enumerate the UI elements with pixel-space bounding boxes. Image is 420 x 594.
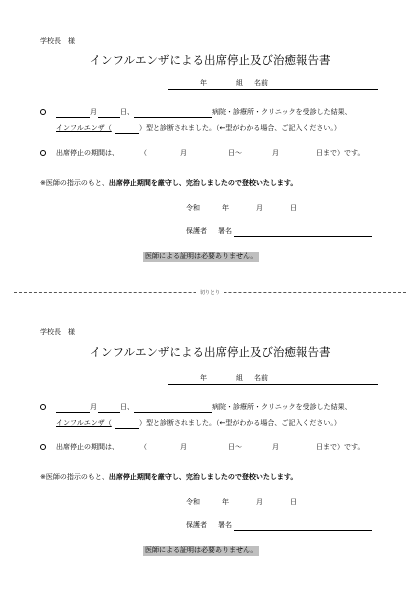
statement-prefix: ※医師の指示のもと、 xyxy=(40,179,109,187)
period-day-1: 日～ xyxy=(228,443,242,451)
option-circle[interactable] xyxy=(40,444,46,450)
statement-prefix: ※医師の指示のもと、 xyxy=(40,473,109,481)
period-label: 出席停止の期間は、 xyxy=(56,149,119,157)
facility-text: 病院・診療所・クリニックを受診した結果、 xyxy=(212,108,352,116)
report-form-bottom xyxy=(0,297,420,594)
flu-type-field[interactable] xyxy=(115,133,139,134)
day-label: 日、 xyxy=(120,403,134,411)
no-certificate-note: 医師による証明は必要ありません。 xyxy=(145,252,258,260)
name-field[interactable] xyxy=(168,89,378,90)
sign-label: 署名 xyxy=(218,227,232,235)
statement-bold: 出席停止期間を厳守し、完治しましたので登校いたします。 xyxy=(108,179,298,187)
day-field[interactable] xyxy=(98,117,120,118)
period-label: 出席停止の期間は、 xyxy=(56,443,119,451)
date-month-label: 月 xyxy=(256,498,263,506)
option-circle[interactable] xyxy=(40,404,46,410)
date-day-label: 日 xyxy=(290,204,297,212)
statement-bold: 出席停止期間を厳守し、完治しましたので登校いたします。 xyxy=(108,473,298,481)
date-month-label: 月 xyxy=(256,204,263,212)
date-year-label: 年 xyxy=(222,498,229,506)
flu-prefix: インフルエンザ（ xyxy=(56,419,112,427)
period-open: （ xyxy=(140,443,147,451)
period-day-2: 日まで）です。 xyxy=(316,149,365,157)
group-label: 組 xyxy=(236,374,243,382)
name-label: 名前 xyxy=(254,374,268,382)
addressee: 学校長 様 xyxy=(40,37,75,45)
form-title: インフルエンザによる出席停止及び治癒報告書 xyxy=(89,345,331,359)
group-label: 組 xyxy=(236,79,243,87)
flu-prefix: インフルエンザ（ xyxy=(56,124,112,132)
year-label: 年 xyxy=(200,374,207,382)
cut-label-text: 切りとり xyxy=(196,290,224,296)
name-label: 名前 xyxy=(254,79,268,87)
era-label: 令和 xyxy=(186,498,200,506)
period-month-1: 月 xyxy=(180,149,187,157)
guardian-label: 保護者 xyxy=(186,227,207,235)
period-open: （ xyxy=(140,149,147,157)
date-day-label: 日 xyxy=(290,498,297,506)
period-month-2: 月 xyxy=(272,149,279,157)
addressee: 学校長 様 xyxy=(40,328,75,336)
period-month-2: 月 xyxy=(272,443,279,451)
statement xyxy=(40,180,297,187)
no-certificate-note: 医師による証明は必要ありません。 xyxy=(145,546,258,554)
option-circle[interactable] xyxy=(40,109,46,115)
period-day-1: 日～ xyxy=(228,149,242,157)
statement xyxy=(40,474,297,481)
name-field[interactable] xyxy=(168,384,378,385)
date-year-label: 年 xyxy=(222,204,229,212)
month-field[interactable] xyxy=(56,412,90,413)
day-label: 日、 xyxy=(120,108,134,116)
hospital-field[interactable] xyxy=(134,117,212,118)
flu-suffix: ）型と診断されました。（←型がわかる場合、ご記入ください。） xyxy=(139,419,341,427)
flu-suffix: ）型と診断されました。（←型がわかる場合、ご記入ください。） xyxy=(139,124,341,132)
option-circle[interactable] xyxy=(40,150,46,156)
period-month-1: 月 xyxy=(180,443,187,451)
hospital-field[interactable] xyxy=(134,412,212,413)
era-label: 令和 xyxy=(186,204,200,212)
year-label: 年 xyxy=(200,79,207,87)
signature-field[interactable] xyxy=(234,530,372,531)
signature-field[interactable] xyxy=(234,236,372,237)
form-title: インフルエンザによる出席停止及び治癒報告書 xyxy=(89,53,331,67)
cut-label xyxy=(0,289,420,296)
facility-text: 病院・診療所・クリニックを受診した結果、 xyxy=(212,403,352,411)
sign-label: 署名 xyxy=(218,521,232,529)
day-field[interactable] xyxy=(98,412,120,413)
month-label: 月 xyxy=(90,403,97,411)
guardian-label: 保護者 xyxy=(186,521,207,529)
month-field[interactable] xyxy=(56,117,90,118)
month-label: 月 xyxy=(90,108,97,116)
period-day-2: 日まで）です。 xyxy=(316,443,365,451)
flu-type-field[interactable] xyxy=(115,428,139,429)
